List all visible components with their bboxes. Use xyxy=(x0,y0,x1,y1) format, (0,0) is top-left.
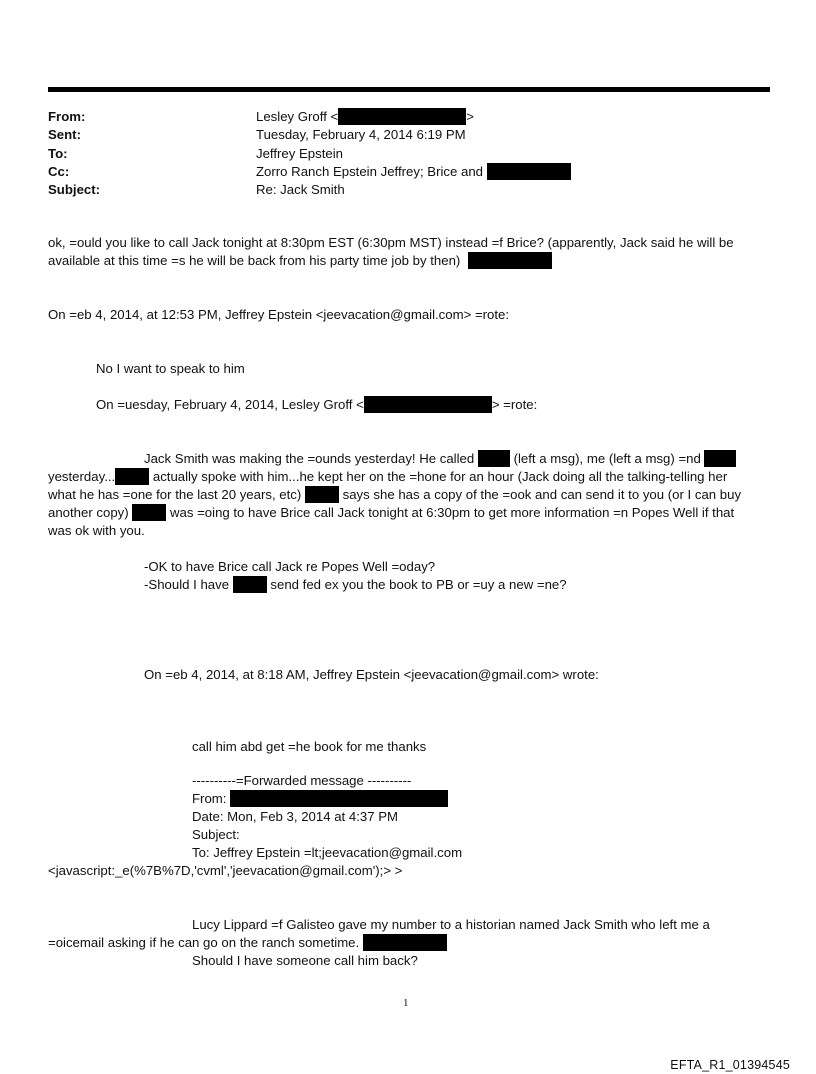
body-line xyxy=(144,450,736,468)
quote-header-text: On =uesday, February 4, 2014, Lesley Groff < xyxy=(96,397,364,412)
forward-to: To: Jeffrey Epstein =lt;jeevacation@gmail.com xyxy=(192,845,463,860)
quote-header xyxy=(96,396,537,414)
body-text: yesterday... xyxy=(48,469,116,484)
bates-number: EFTA_R1_01394545 xyxy=(670,1058,790,1072)
quote-header-text: > =rote: xyxy=(491,397,538,412)
forward-subject: Subject: xyxy=(192,827,240,842)
redaction-block xyxy=(704,450,736,467)
subject-label: Subject: xyxy=(48,182,101,197)
forward-marker: ----------=Forwarded message ---------- xyxy=(192,773,412,788)
redaction-block xyxy=(338,108,466,125)
redaction-block xyxy=(487,163,571,180)
cc-text: Zorro Ranch Epstein Jeffrey; Brice and xyxy=(256,164,483,179)
quote-text: call him abd get =he book for me thanks xyxy=(192,739,427,754)
body-text: =oicemail asking if he can go on the ranch sometime. xyxy=(48,935,360,950)
quote-header: On =eb 4, 2014, at 12:53 PM, Jeffrey Epstein <jeevacation@gmail.com> =rote: xyxy=(48,307,510,322)
body-text: Jack Smith was making the =ounds yesterday! He called xyxy=(144,451,475,466)
body-line: Should I have someone call him back? xyxy=(192,953,418,968)
redaction-block xyxy=(132,504,166,521)
from-bracket: > xyxy=(466,109,474,124)
redaction-block xyxy=(478,450,510,467)
redaction-block xyxy=(230,790,448,807)
body-line xyxy=(48,934,447,952)
body-text: (left a msg), me (left a msg) =nd xyxy=(513,451,701,466)
body-text: -Should I have xyxy=(144,577,230,592)
to-label: To: xyxy=(48,146,68,161)
body-line: Lucy Lippard =f Galisteo gave my number to a historian named Jack Smith who left me a xyxy=(192,917,710,932)
subject-value: Re: Jack Smith xyxy=(256,182,345,197)
body-line xyxy=(48,252,552,270)
redaction-block xyxy=(468,252,552,269)
body-line: ok, =ould you like to call Jack tonight at 8:30pm EST (6:30pm MST) instead =f Brice? (apparently, Jack said he will be xyxy=(48,235,734,250)
page-number: 1 xyxy=(403,997,409,1009)
body-text: another copy) xyxy=(48,505,129,520)
from-value xyxy=(256,108,474,126)
forward-js-link: <javascript:_e(%7B%7D,'cvml','jeevacation@gmail.com');> > xyxy=(48,863,403,878)
from-label: From: xyxy=(48,109,86,124)
from-name: Lesley Groff < xyxy=(256,109,339,124)
body-line: -OK to have Brice call Jack re Popes Well =oday? xyxy=(144,559,436,574)
forward-from xyxy=(192,790,448,808)
to-value: Jeffrey Epstein xyxy=(256,146,343,161)
quote-header: On =eb 4, 2014, at 8:18 AM, Jeffrey Epstein <jeevacation@gmail.com> wrote: xyxy=(144,667,599,682)
body-line xyxy=(48,486,741,504)
redaction-block xyxy=(233,576,267,593)
body-text: what he has =one for the last 20 years, etc) xyxy=(48,487,302,502)
redaction-block xyxy=(115,468,149,485)
body-text: available at this time =s he will be back from his party time job by then) xyxy=(48,253,461,268)
header-divider xyxy=(48,87,770,92)
body-line xyxy=(48,504,734,522)
cc-label: Cc: xyxy=(48,164,70,179)
redaction-block xyxy=(363,934,447,951)
sent-value: Tuesday, February 4, 2014 6:19 PM xyxy=(256,127,466,142)
redaction-block xyxy=(305,486,339,503)
sent-label: Sent: xyxy=(48,127,81,142)
redaction-block xyxy=(364,396,492,413)
body-line xyxy=(48,468,727,486)
forward-from-label: From: xyxy=(192,791,227,806)
forward-date: Date: Mon, Feb 3, 2014 at 4:37 PM xyxy=(192,809,398,824)
body-line xyxy=(144,576,567,594)
body-text: was =oing to have Brice call Jack tonight at 6:30pm to get more information =n Popes Well if that xyxy=(169,505,735,520)
cc-value xyxy=(256,163,571,181)
body-text: says she has a copy of the =ook and can send it to you (or I can buy xyxy=(342,487,742,502)
quote-text: No I want to speak to him xyxy=(96,361,245,376)
body-text: actually spoke with him...he kept her on the =hone for an hour (Jack doing all the talking-telling her xyxy=(152,469,728,484)
body-line: was ok with you. xyxy=(48,523,145,538)
body-text: send fed ex you the book to PB or =uy a new =ne? xyxy=(270,577,567,592)
